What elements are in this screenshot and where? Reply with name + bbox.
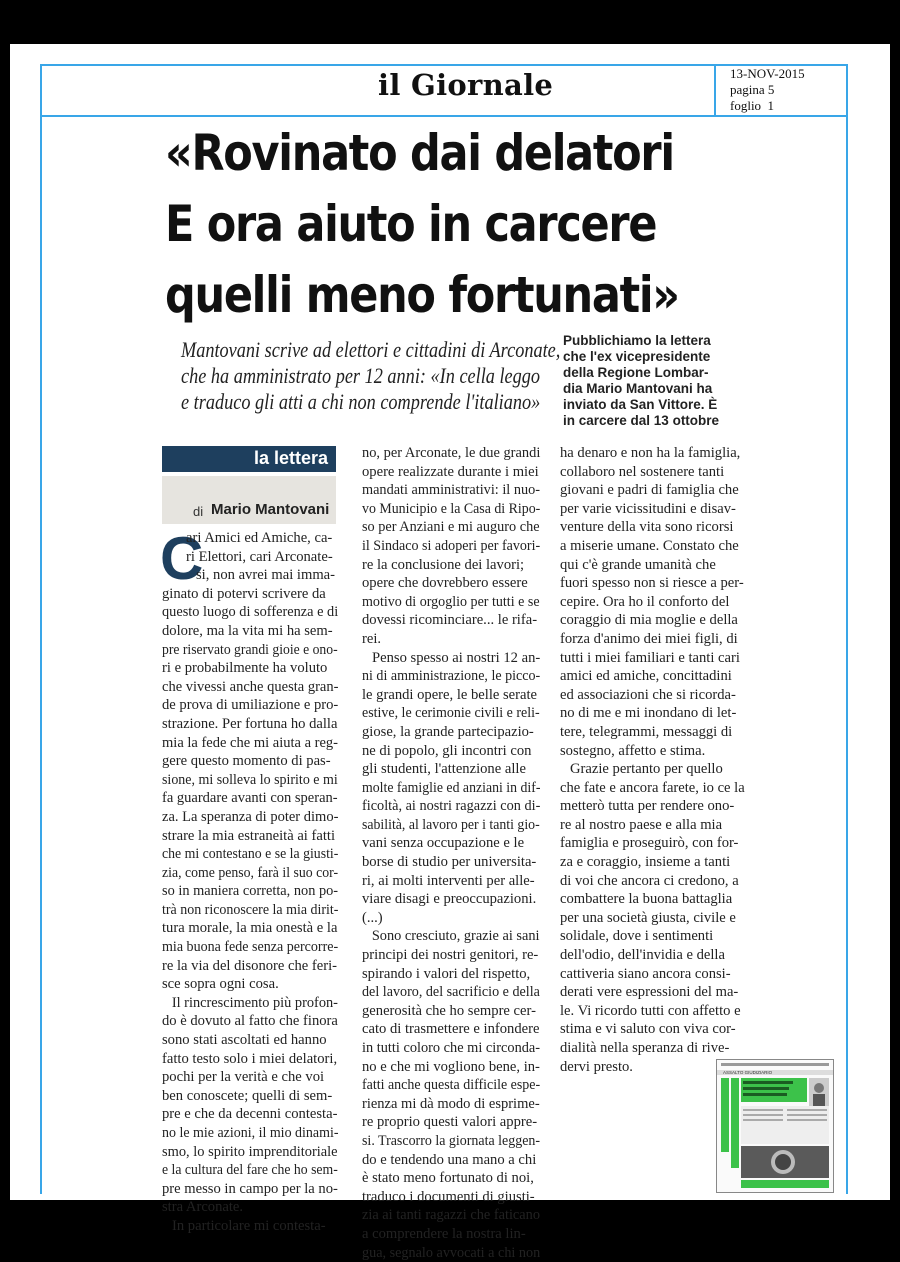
- article-line: cato di trasmettere e infondere: [362, 1021, 540, 1038]
- article-line: dolore, ma la vita mi ha sem-: [162, 622, 333, 639]
- article-column-2: [362, 444, 540, 1262]
- article-line: ri, ai molti interventi per alle-: [362, 872, 535, 889]
- article-line: coraggio di mia moglie e della: [560, 612, 738, 629]
- article-line: mandati amministrativi: il nuo-: [362, 482, 540, 499]
- article-line: strare la mia estraneità ai fatti: [162, 827, 336, 844]
- article-line: estive, le cerimonie civili e reli-: [362, 705, 540, 722]
- article-line: combattere la buona battaglia: [560, 891, 733, 908]
- article-line: che vivessi anche questa gran-: [162, 678, 339, 695]
- article-line: rei.: [362, 630, 382, 647]
- standfirst: [563, 333, 773, 429]
- article-line: (...): [362, 909, 383, 926]
- drop-cap: C: [160, 525, 204, 592]
- article-line: le grandi opere, le belle serate: [362, 686, 538, 703]
- article-line: za. La speranza di poter dimo-: [162, 808, 339, 825]
- subhead-line: Mantovani scrive ad elettori e cittadini di Arconate,: [181, 337, 561, 362]
- article-line: in tutti coloro che mi circonda-: [362, 1040, 541, 1056]
- article-line: le. Vi ricordo tutti con affetto e: [560, 1002, 741, 1019]
- article-line: no, per Arconate, le due grandi: [362, 445, 541, 461]
- article-line: ficoltà, ai nostri ragazzi con di-: [362, 798, 541, 815]
- article-line: motivo di orgoglio per tutti e se: [362, 593, 540, 610]
- article-line: è stato meno fortunato di noi,: [362, 1170, 534, 1187]
- article-line: stra Arconate.: [162, 1199, 244, 1216]
- article-line: stima e vi saluto con viva cor-: [560, 1021, 736, 1038]
- article-line: che mi contestano e se la giusti-: [162, 846, 339, 863]
- article-line: famiglia e proseguirò, con for-: [560, 835, 739, 852]
- byline: [162, 476, 336, 524]
- article-line: dialità nella speranza di rive-: [560, 1040, 730, 1056]
- article-line: zia, come penso, farà il suo cor-: [162, 864, 339, 881]
- frame-left: [40, 64, 42, 1194]
- article-line: vani senza occupazione e le: [362, 835, 525, 852]
- byline-author: Mario Mantovani: [211, 501, 330, 518]
- article-line: principi dei nostri genitori, re-: [362, 947, 539, 964]
- article-line: re la via del disonore che feri-: [162, 957, 338, 974]
- article-column-1: [160, 525, 339, 1236]
- article-line: do e tendendo una mano a chi: [362, 1151, 537, 1168]
- article-line: spirando i valori del rispetto,: [362, 965, 531, 982]
- thumbnail-caption: ASSALTO GIUDIZIARIO: [723, 1070, 773, 1075]
- article-line: a miserie umane. Constato che: [560, 537, 739, 554]
- article-line: ni di amministrazione, le picco-: [362, 668, 541, 685]
- article-line: che fate e ancora farete, io ce la: [560, 779, 745, 796]
- article-line: si, non avrei mai imma-: [196, 567, 336, 584]
- article-line: per varie vicissitudini e disav-: [560, 500, 736, 517]
- frame-right: [846, 64, 848, 1194]
- article-line: Grazie pertanto per quello: [570, 761, 723, 778]
- article-line: qui c'è grande umanità che: [560, 556, 716, 573]
- article-line: si. Trascorro la giornata leggen-: [362, 1132, 541, 1149]
- article-line: dervi presto.: [560, 1058, 633, 1075]
- article-line: borse di studio per universita-: [362, 854, 537, 871]
- standfirst-line: che l'ex vicepresidente: [563, 349, 711, 364]
- byline-prefix: di: [193, 504, 204, 519]
- article-line: Il rincrescimento più profon-: [171, 994, 338, 1011]
- article-line: no le mie azioni, il mio dinami-: [162, 1125, 339, 1141]
- article-line: derati vere espressioni del ma-: [560, 984, 739, 1001]
- article-line: tura morale, la mia onestà e la: [162, 920, 338, 937]
- clipping-sheet: foglio 1: [730, 98, 775, 113]
- article-line: forza d'animo dei miei figli, di: [560, 630, 738, 647]
- article-line: sono stati ascoltati ed hanno: [162, 1032, 327, 1049]
- article-line: pre riservato grandi gioie e ono-: [162, 641, 338, 658]
- standfirst-line: in carcere dal 13 ottobre: [563, 413, 720, 428]
- article-line: fatti anche questa difficile espe-: [362, 1077, 541, 1094]
- page-thumbnail: [716, 1059, 834, 1193]
- article-line: questo luogo di sofferenza e di: [162, 604, 339, 621]
- article-line: molte famiglie ed anziani in dif-: [362, 779, 541, 796]
- article-line: venture della vita sono ricorsi: [560, 519, 734, 536]
- article-line: opere che dovrebbero essere: [362, 575, 528, 592]
- standfirst-line: della Regione Lombar-: [563, 365, 709, 380]
- article-line: sce sopra ogni cosa.: [162, 976, 279, 993]
- article-line: In particolare mi contesta-: [172, 1217, 326, 1234]
- article-line: gli studenti, l'attenzione alle: [362, 761, 526, 778]
- article-line: mia la fede che mi aiuta a reg-: [162, 734, 339, 751]
- article-line: del lavoro, del sacrificio e della: [362, 984, 540, 1001]
- article-line: ri Elettori, cari Arconate-: [186, 548, 333, 565]
- article-line: smo, lo spirito imprenditoriale: [162, 1143, 338, 1160]
- article-line: fa guardare avanti con speran-: [162, 790, 338, 807]
- article-line: a comprendere la nostra lin-: [362, 1225, 526, 1242]
- article-line: pre messo in campo per la no-: [162, 1180, 338, 1197]
- subhead: [181, 337, 579, 415]
- article-line: tutti i miei familiari e tanti cari: [560, 649, 740, 666]
- article-line: cattiveria siano ancora consi-: [560, 965, 731, 982]
- article-line: generosità che ho sempre cer-: [362, 1002, 536, 1019]
- article-line: di voi che ancora ci credono, a: [560, 872, 739, 889]
- article-line: giovani e padri di famiglia che: [560, 482, 739, 499]
- clipping-meta: [730, 66, 805, 114]
- article-line: so in maniera corretta, non po-: [162, 883, 339, 900]
- article-line: e la cultura del fare che ho sem-: [162, 1162, 338, 1179]
- masthead: il Giornale: [378, 68, 554, 102]
- article-line: cepire. Ora ho il conforto del: [560, 593, 730, 610]
- article-line: per una società giusta, civile e: [560, 909, 736, 926]
- headline-line: «Rovinato dai delatori: [165, 124, 674, 182]
- frame-meta-divider: [714, 64, 716, 116]
- article-line: ben conoscete; quelli di sem-: [162, 1087, 333, 1104]
- subhead-line: e traduco gli atti a chi non comprende l'italiano»: [181, 389, 541, 414]
- article-line: dovessi ricominciare... le rifa-: [362, 612, 538, 629]
- article-line: fuori spesso non si riesce a per-: [560, 575, 744, 592]
- article-line: do è dovuto al fatto che finora: [162, 1013, 338, 1030]
- article-line: no e che mi vogliono bene, in-: [362, 1058, 540, 1075]
- article-line: ne di popolo, gli incontri con: [362, 742, 532, 759]
- article-line: dell'odio, dell'invidia e della: [560, 947, 725, 964]
- article-line: mia buona fede senza percorre-: [162, 939, 339, 956]
- article-line: rienza mi dà modo di esprime-: [362, 1095, 540, 1112]
- headline-line: E ora aiuto in carcere: [165, 195, 657, 253]
- article-line: gua, segnalo avvocati a chi non: [362, 1244, 541, 1261]
- frame-top: [40, 64, 848, 66]
- article-line: giose, la grande partecipazio-: [362, 723, 534, 740]
- article-line: solidale, dove i sentimenti: [560, 928, 714, 945]
- article-line: metterò tutta per rendere ono-: [560, 798, 735, 815]
- article-line: pre e che da decenni contesta-: [162, 1106, 338, 1123]
- article-line: viare disagi e preoccupazioni.: [362, 891, 537, 908]
- article-line: de prova di umiliazione e pro-: [162, 697, 339, 714]
- article-line: il Sindaco si adoperi per favori-: [362, 537, 541, 554]
- standfirst-line: dia Mario Mantovani ha: [563, 381, 713, 396]
- article-line: opere realizzate durante i miei: [362, 463, 539, 480]
- article-line: strazione. Per fortuna ho dalla: [162, 715, 338, 732]
- article-line: amici ed amiche, concittadini: [560, 668, 732, 685]
- article-line: tere, telegrammi, messaggi di: [560, 723, 733, 740]
- thumbnail-page-preview: [717, 1060, 833, 1192]
- rubric-label: la lettera: [253, 448, 328, 468]
- article-line: Sono cresciuto, grazie ai sani: [371, 928, 540, 945]
- article-line: re al nostro paese e alla mia: [560, 816, 723, 833]
- article-line: zia ai tanti ragazzi che faticano: [362, 1207, 541, 1224]
- article-column-3: [560, 444, 746, 1076]
- article-line: ri e probabilmente ha voluto: [162, 660, 328, 677]
- article-line: sostegno, affetto e stima.: [560, 742, 706, 759]
- article-line: gere questo momento di pas-: [162, 753, 331, 770]
- article-line: Penso spesso ai nostri 12 an-: [372, 649, 541, 666]
- standfirst-line: inviato da San Vittore. È: [563, 397, 718, 412]
- article-line: sione, mi solleva lo spirito e mi: [162, 771, 338, 788]
- article-line: re la conclusione dei lavori;: [362, 556, 525, 573]
- article-line: traduco i documenti di giusti-: [362, 1188, 535, 1205]
- clipping-page: pagina 5: [730, 82, 775, 97]
- section-rubric: [162, 446, 336, 472]
- article-line: fatto testo solo i miei delatori,: [162, 1050, 338, 1067]
- article-line: ari Amici ed Amiche, ca-: [186, 530, 333, 546]
- article-line: re proprio questi valori appre-: [362, 1114, 538, 1131]
- article-line: trà non riconoscere la mia dirit-: [162, 901, 339, 918]
- headline-line: quelli meno fortunati»: [165, 266, 679, 324]
- article-line: pochi per la verità e che voi: [162, 1069, 325, 1086]
- article-line: ginato di potervi scrivere da: [162, 585, 326, 602]
- standfirst-line: Pubblichiamo la lettera: [563, 333, 711, 348]
- article-line: ed associazioni che si ricorda-: [560, 686, 736, 703]
- headline: [165, 118, 681, 331]
- subhead-line: che ha amministrato per 12 anni: «In cella leggo: [181, 363, 541, 388]
- article-line: ha denaro e non ha la famiglia,: [560, 445, 741, 461]
- article-line: za e coraggio, insieme a tanti: [560, 854, 731, 871]
- article-line: so per Anziani e mi auguro che: [362, 519, 540, 536]
- frame-header-bottom: [40, 115, 848, 117]
- article-line: collaboro nel sostenere tanti: [560, 463, 725, 480]
- article-line: sabilità, al lavoro per i tanti gio-: [362, 816, 540, 833]
- clipping-date: 13-NOV-2015: [730, 66, 805, 81]
- article-line: no di me e mi inondano di let-: [560, 705, 737, 722]
- article-line: vo Municipio e la Casa di Ripo-: [362, 500, 541, 517]
